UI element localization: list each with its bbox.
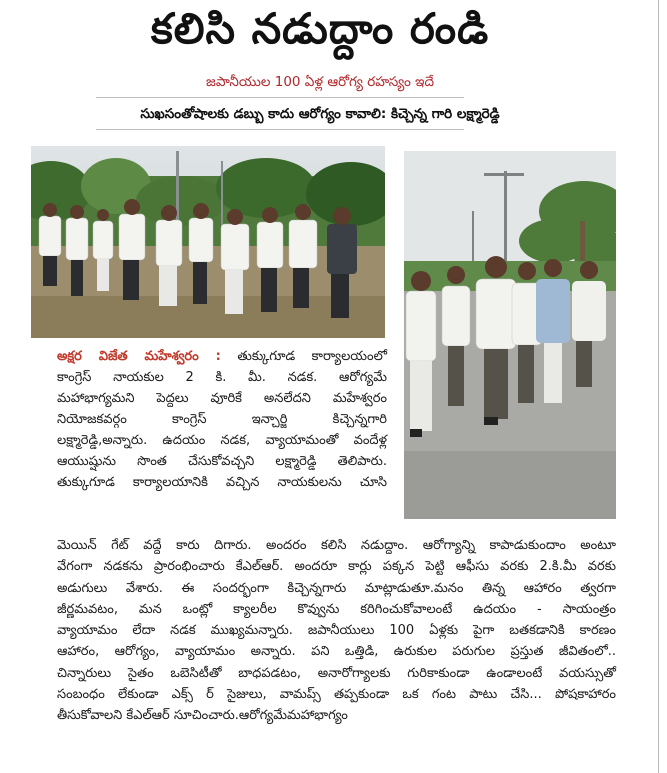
body-line: మెయిన్ గేట్ వద్దే కారు దిగారు. అందరం కలిసి నడుద్దాం. ఆరోగ్యాన్ని కాపాడుకుందాం అంటూ [57,538,616,553]
subheadline-quote: సుఖసంతోషాలకు డబ్బు కాదు ఆరోగ్యం కావాలి: కిచ్చెన్న గారి లక్ష్మారెడ్డి [140,106,500,122]
body-line: వేగంగా నడకను ప్రారంభించారు కేఎల్ఆర్. అందరూ కార్లు పక్కన పెట్టి ఆఫీసు వరకు 2.కి.మీ వరకు [57,559,616,575]
body-line: అడుగులు వేశారు. ఈ సందర్భంగా కిచ్చెన్నగారు మాట్లాడుతూ.మనం తిన్న ఆహారం త్వరగా [57,580,616,596]
body-line: వ్యాయామం లేదా నడక ముఖ్యమన్నారు. జపానీయులు 100 ఏళ్లకు పైగా బతకడానికి కారణం [57,623,616,639]
article-body-wide [57,535,616,727]
body-line: తుక్కుగూడ కార్యాలయంలో [237,349,387,364]
body-line: ఆయుష్షును సొంత చేసుకోవచ్చని లక్ష్మారెడ్డి తెలిపారు. [57,454,387,469]
body-line: కాంగ్రెస్ నాయకుల 2 కి. మీ. నడక. ఆరోగ్యమే [57,370,387,385]
divider-line [96,97,464,98]
headline: కలిసి నడుద్దాం రండి [150,4,490,53]
body-line: ఆహారం, ఆరోగ్యం, వ్యాయామం అన్నారు. పని ఒత్తిడి, ఉరుకుల పరుగుల ప్రస్తుత జీవితంలో.. [57,644,616,660]
body-line: మహాభాగ్యమని పెద్దలు వూరికే అనలేదని మహేశ్వరం [57,391,387,406]
body-line: తుక్కుగూడ కార్యాలయానికి వచ్చిన నాయకులను చూసి [57,475,387,490]
body-line: సంబంధం లేకుండా ఎక్స్ ర్ సైజులు, వామప్స్ తప్పకుండా ఒక గంట పాటు చేసి... పోషకాహారం [57,687,616,703]
leaders-walking-road-photo [404,151,616,519]
body-line: జీర్ణమవటం, మన ఒంట్లో క్యాలరీల కొవ్వును కరిగించుకోవాలంటే ఉదయం - సాయంత్రం [57,601,616,617]
subheadline-japanese-secret: జపానీయుల 100 ఏళ్ల ఆరోగ్య రహస్యం ఇదే [205,74,434,90]
body-line: లక్ష్మారెడ్డి,అన్నారు. ఉదయం నడక, వ్యాయామంతో వందేళ్ల [57,433,387,448]
body-line: తీసుకోవాలని కేఎల్ఆర్ సూచించారు.ఆరోగ్యమేమహాభాగ్యం [57,708,348,724]
body-line: చిన్నారులు సైతం ఒబెసిటీతో బాధపడటం, అనారోగ్యాలకు గురికాకుండా ఉండాలంటే వయస్సుతో [57,665,616,681]
divider-line [96,129,464,130]
group-walking-photo [31,146,385,338]
byline: అక్షర విజేత మహేశ్వరం : [57,349,221,364]
body-line: నియోజకవర్గం కాంగ్రెస్ ఇన్చార్జి కిచ్చెన్నగారి [57,412,387,427]
article-body-narrow [57,346,387,493]
